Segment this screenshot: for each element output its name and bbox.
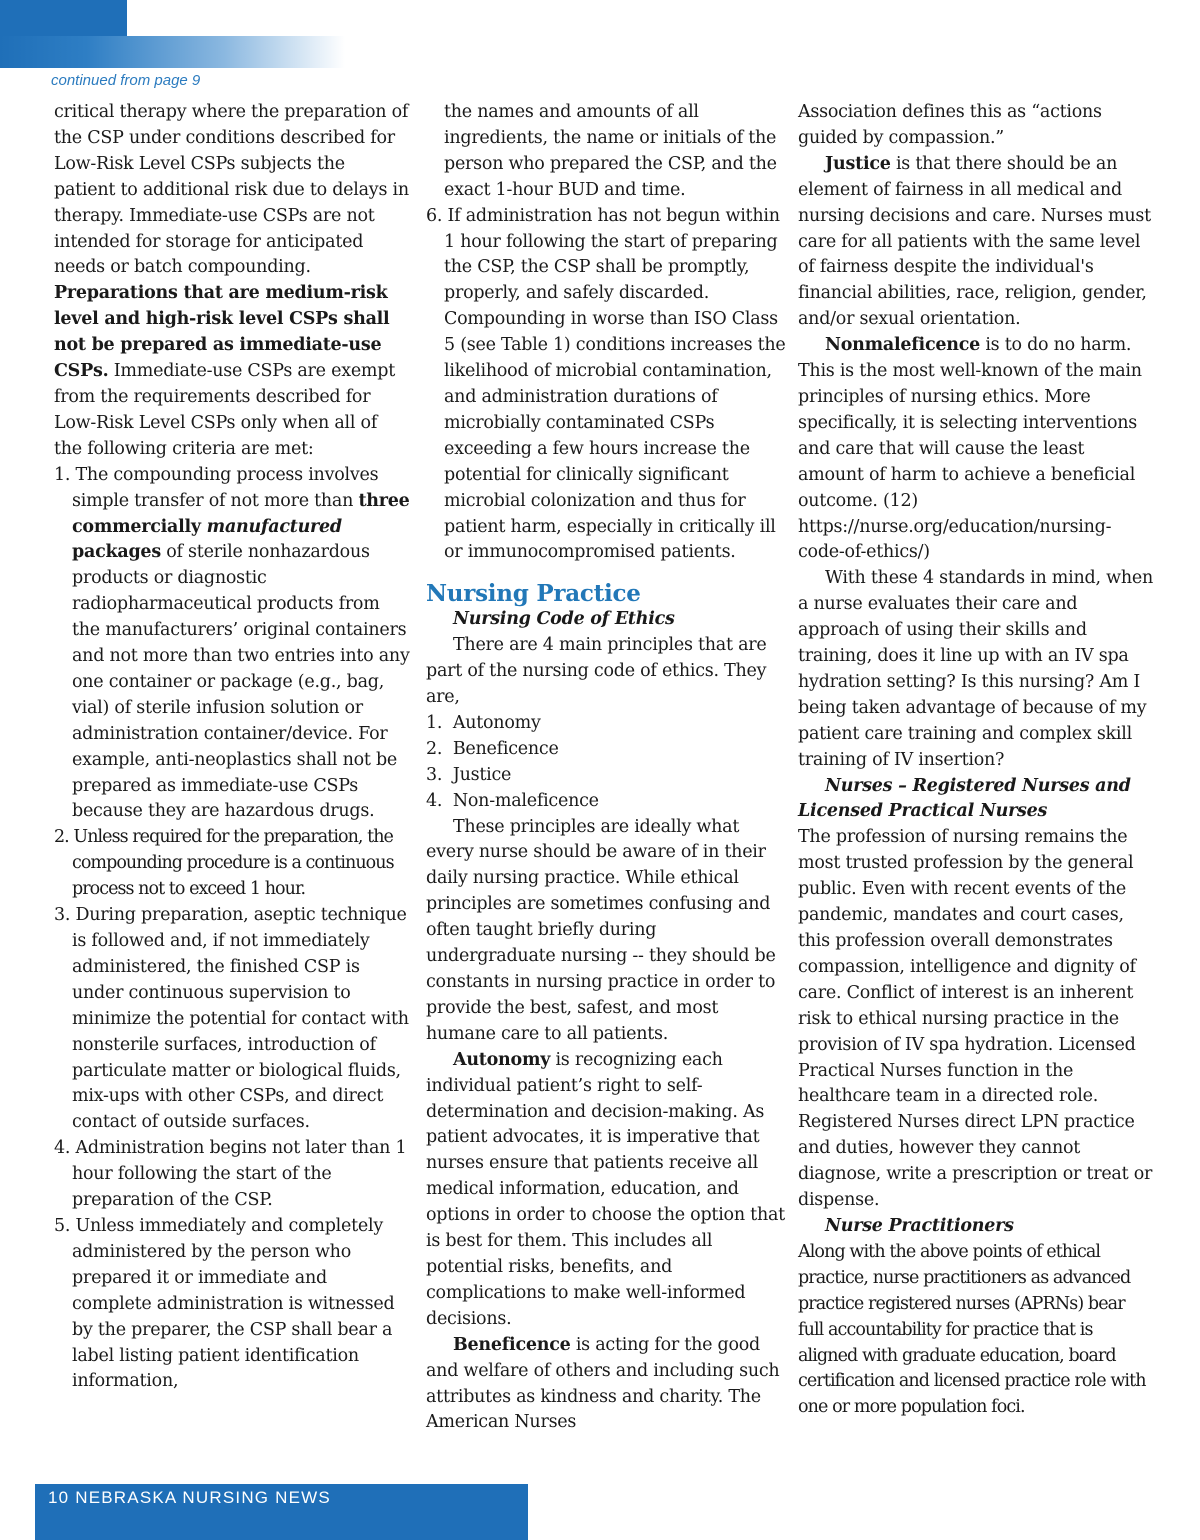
header-gradient-bar: [0, 36, 345, 68]
column-3: [798, 100, 1154, 1421]
footer-label: [48, 1488, 331, 1508]
list-item: 1. Autonomy: [426, 712, 541, 733]
paragraph-ana-definition: Association defines this as “actions guided by compassion.”: [798, 102, 1102, 148]
continued-note: continued from page 9: [51, 72, 201, 89]
list-item: 4. Non-maleficence: [426, 790, 599, 811]
column-1: [54, 100, 410, 1395]
subhead-nurse-practitioners: Nurse Practitioners: [825, 1215, 1014, 1236]
criteria-item-4: 4. Administration begins not later than 1 hour following the start of the preparation of the CSP.: [54, 1138, 407, 1211]
paragraph-principles: These principles are ideally what every nurse should be aware of in their daily nursing practice. While ethical principles are sometimes confusing and often taught briefly during undergraduate nursing -- they should be constants in nursing practice in order to provide the best, safest, and most humane care to all patients.: [426, 816, 776, 1044]
publication-name: NEBRASKA NURSING NEWS: [75, 1488, 331, 1507]
criteria-item-1: 1. The compounding process involves simple transfer of not more than three commercially manufactured packages of sterile nonhazardous products or diagnostic radiopharmaceutical products from the manufacturers’ original containers and not more than two entries into any one container or package (e.g., bag, vial) of sterile infusion solution or administration container/device. For example, anti-neoplastics shall not be prepared as immediate-use CSPs because they are hazardous drugs.: [54, 464, 410, 822]
principles-list: [426, 711, 786, 815]
bold-statement: Preparations that are medium-risk level and high-risk level CSPs shall not be prepared as immediate-use CSPs.: [54, 283, 390, 382]
paragraph-justice: Justice is that there should be an element of fairness in all medical and nursing decisions and care. Nurses must care for all patients with the same level of fairness despite the individual's financial abilities, race, religion, gender, and/or sexual orientation.: [798, 153, 1151, 330]
section-title: Nursing Practice: [426, 580, 641, 608]
paragraph-standards: With these 4 standards in mind, when a nurse evaluates their care and approach of using their skills and training, does it line up with an IV spa hydration setting? Is this nursing? Am I being taken advantage of because of my patient care training and complex skill training of IV insertion?: [798, 568, 1153, 770]
criteria-item-3: 3. During preparation, aseptic technique is followed and, if not immediately administered, the finished CSP is under continuous supervision to minimize the potential for contact with nonsterile surfaces, introduction of particulate matter or biological fluids, mix-ups with other CSPs, and direct contact of outside surfaces.: [54, 905, 409, 1133]
column-2: [426, 100, 786, 1436]
list-item: 2. Beneficence: [426, 738, 559, 759]
subhead-code-of-ethics: Nursing Code of Ethics: [453, 609, 675, 630]
paragraph-nonmaleficence: Nonmaleficence is to do no harm. This is the most well-known of the main principles of nursing ethics. More specifically, it is selecting interventions and care that will cause the least amount of harm to achieve a beneficial outcome. (12) https://nurse.org/education/nursing-code-of-ethics/): [798, 335, 1142, 563]
criteria-item-5-continued: the names and amounts of all ingredients, the name or initials of the person who prepared the CSP, and the exact 1-hour BUD and time.: [444, 102, 777, 200]
subhead-rn-lpn: Nurses – Registered Nurses and Licensed Practical Nurses: [798, 775, 1131, 822]
paragraph-autonomy: Autonomy is recognizing each individual patient’s right to self-determination and decision-making. As patient advocates, it is imperative that nurses ensure that patients receive all medical information, education, and options in order to choose the option that is best for them. This includes all potential risks, benefits, and complications to make well-informed decisions.: [426, 1049, 785, 1329]
criteria-item-6: 6. If administration has not begun within 1 hour following the start of preparing the CSP, the CSP shall be promptly, properly, and safely discarded. Compounding in worse than ISO Class 5 (see Table 1) conditions increases the likelihood of microbial contamination, and administration durations of microbially contaminated CSPs exceeding a few hours increase the potential for clinically significant microbial colonization and thus for patient harm, especially in critically ill or immunocompromised patients.: [426, 205, 786, 563]
page-number: 10: [48, 1488, 70, 1507]
paragraph-profession: The profession of nursing remains the most trusted profession by the general public. Even with recent events of the pandemic, mandates and court cases, this profession overall demonstrates compassion, intelligence and dignity of care. Conflict of interest is an inherent risk to ethical nursing practice in the provision of IV spa hydration. Licensed Practical Nurses function in the healthcare team in a directed role. Registered Nurses direct LPN practice and duties, however they cannot diagnose, write a prescription or treat or dispense.: [798, 827, 1153, 1211]
list-item: 3. Justice: [426, 764, 512, 785]
paragraph-intro: There are 4 main principles that are part of the nursing code of ethics. They are,: [426, 635, 767, 708]
paragraph-nurse-practitioners: Along with the above points of ethical practice, nurse practitioners as advanced practice registered nurses (APRNs) bear full accountability for practice that is aligned with graduate education, board certification and licensed practice role with one or more population foci.: [798, 1241, 1146, 1418]
paragraph-beneficence: Beneficence is acting for the good and welfare of others and including such attributes as kindness and charity. The American Nurses: [426, 1334, 780, 1433]
criteria-item-5: 5. Unless immediately and completely administered by the person who prepared it or immediate and complete administration is witnessed by the preparer, the CSP shall bear a label listing patient identification information,: [54, 1215, 395, 1392]
criteria-item-2: 2. Unless required for the preparation, the compounding procedure is a continuous process not to exceed 1 hour.: [54, 827, 394, 900]
paragraph-immediate-use: critical therapy where the preparation of the CSP under conditions described for Low-Risk Level CSPs subjects the patient to additional risk due to delays in therapy. Immediate-use CSPs are not intended for storage for anticipated needs or batch compounding. Preparations that are medium-risk level and high-risk level CSPs shall not be prepared as immediate-use CSPs. Immediate-use CSPs are exempt from the requirements described for Low-Risk Level CSPs only when all of the following criteria are met:: [54, 102, 409, 459]
